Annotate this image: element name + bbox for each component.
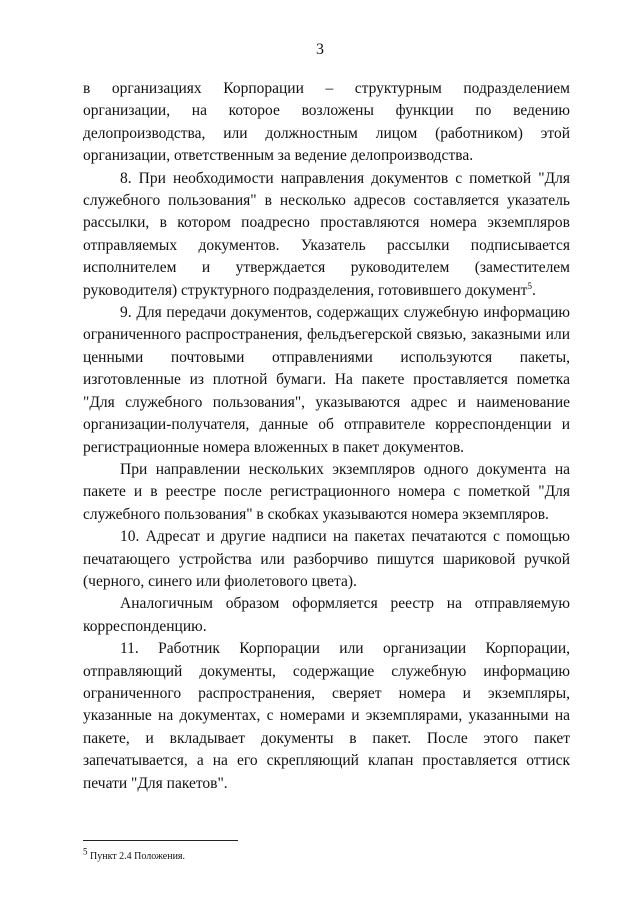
paragraph-9: 9. Для передачи документов, содержащих служебную информацию ограниченного распространения, фельдъегерской связью, заказными или ценными почтовыми отправлениями используются пакеты, изготовленные из плотной бумаги. На пакете проставляется пометка "Для служебного пользования", указываются адрес и наименование организации-получателя, данные об отправителе корреспонденции и регистрационные номера вложенных в пакет документов. [83,304,570,456]
paragraph-10-continuation: Аналогичным образом оформляется реестр на отправляемую корреспонденцию. [83,595,570,635]
paragraph-9-continuation: При направлении нескольких экземпляров одного документа на пакете и в реестре после регистрационного номера с пометкой "Для служебного пользования" в скобках указываются номера экземпляров. [83,460,570,523]
footnote-mark: 5 [83,846,88,857]
paragraph-8 [83,168,570,302]
document-body [83,78,570,795]
paragraph-continuation: в организациях Корпорации – структурным подразделением организации, на которое возложены функции по ведению делопроизводства, или должностным лицом (работником) этой организации, ответственным за ведение делопроизводства. [83,80,570,165]
footnote-divider [83,840,238,841]
paragraph-11: 11. Работник Корпорации или организации Корпорации, отправляющий документы, содержащие служебную информацию ограниченного распространения, сверяет номера и экземпляры, указанные на документах, с номерами и экземплярами, указанными на пакете, и вкладывает документы в пакет. После этого пакет запечатывается, а на его скрепляющий клапан проставляется оттиск печати "Для пакетов". [83,640,570,792]
footnote-reference: 5 [527,280,532,291]
footnote [83,846,570,863]
page-number: 3 [316,41,324,58]
footnote-text: Пункт 2.4 Положения. [90,851,186,862]
paragraph-8-text: 8. При необходимости направления документов с пометкой "Для служебного пользования" в несколько адресов составляется указатель рассылки, в котором поадресно проставляются номера экземпляров отправляемых документов. Указатель рассылки подписывается исполнителем и утверждается руководителем (заместителем руководителя) структурного подразделения, готовившего документ [83,169,570,299]
paragraph-10: 10. Адресат и другие надписи на пакетах печатаются с помощью печатающего устройства или разборчиво пишутся шариковой ручкой (черного, синего или фиолетового цвета). [83,528,570,590]
paragraph-8-tail: . [531,281,536,299]
